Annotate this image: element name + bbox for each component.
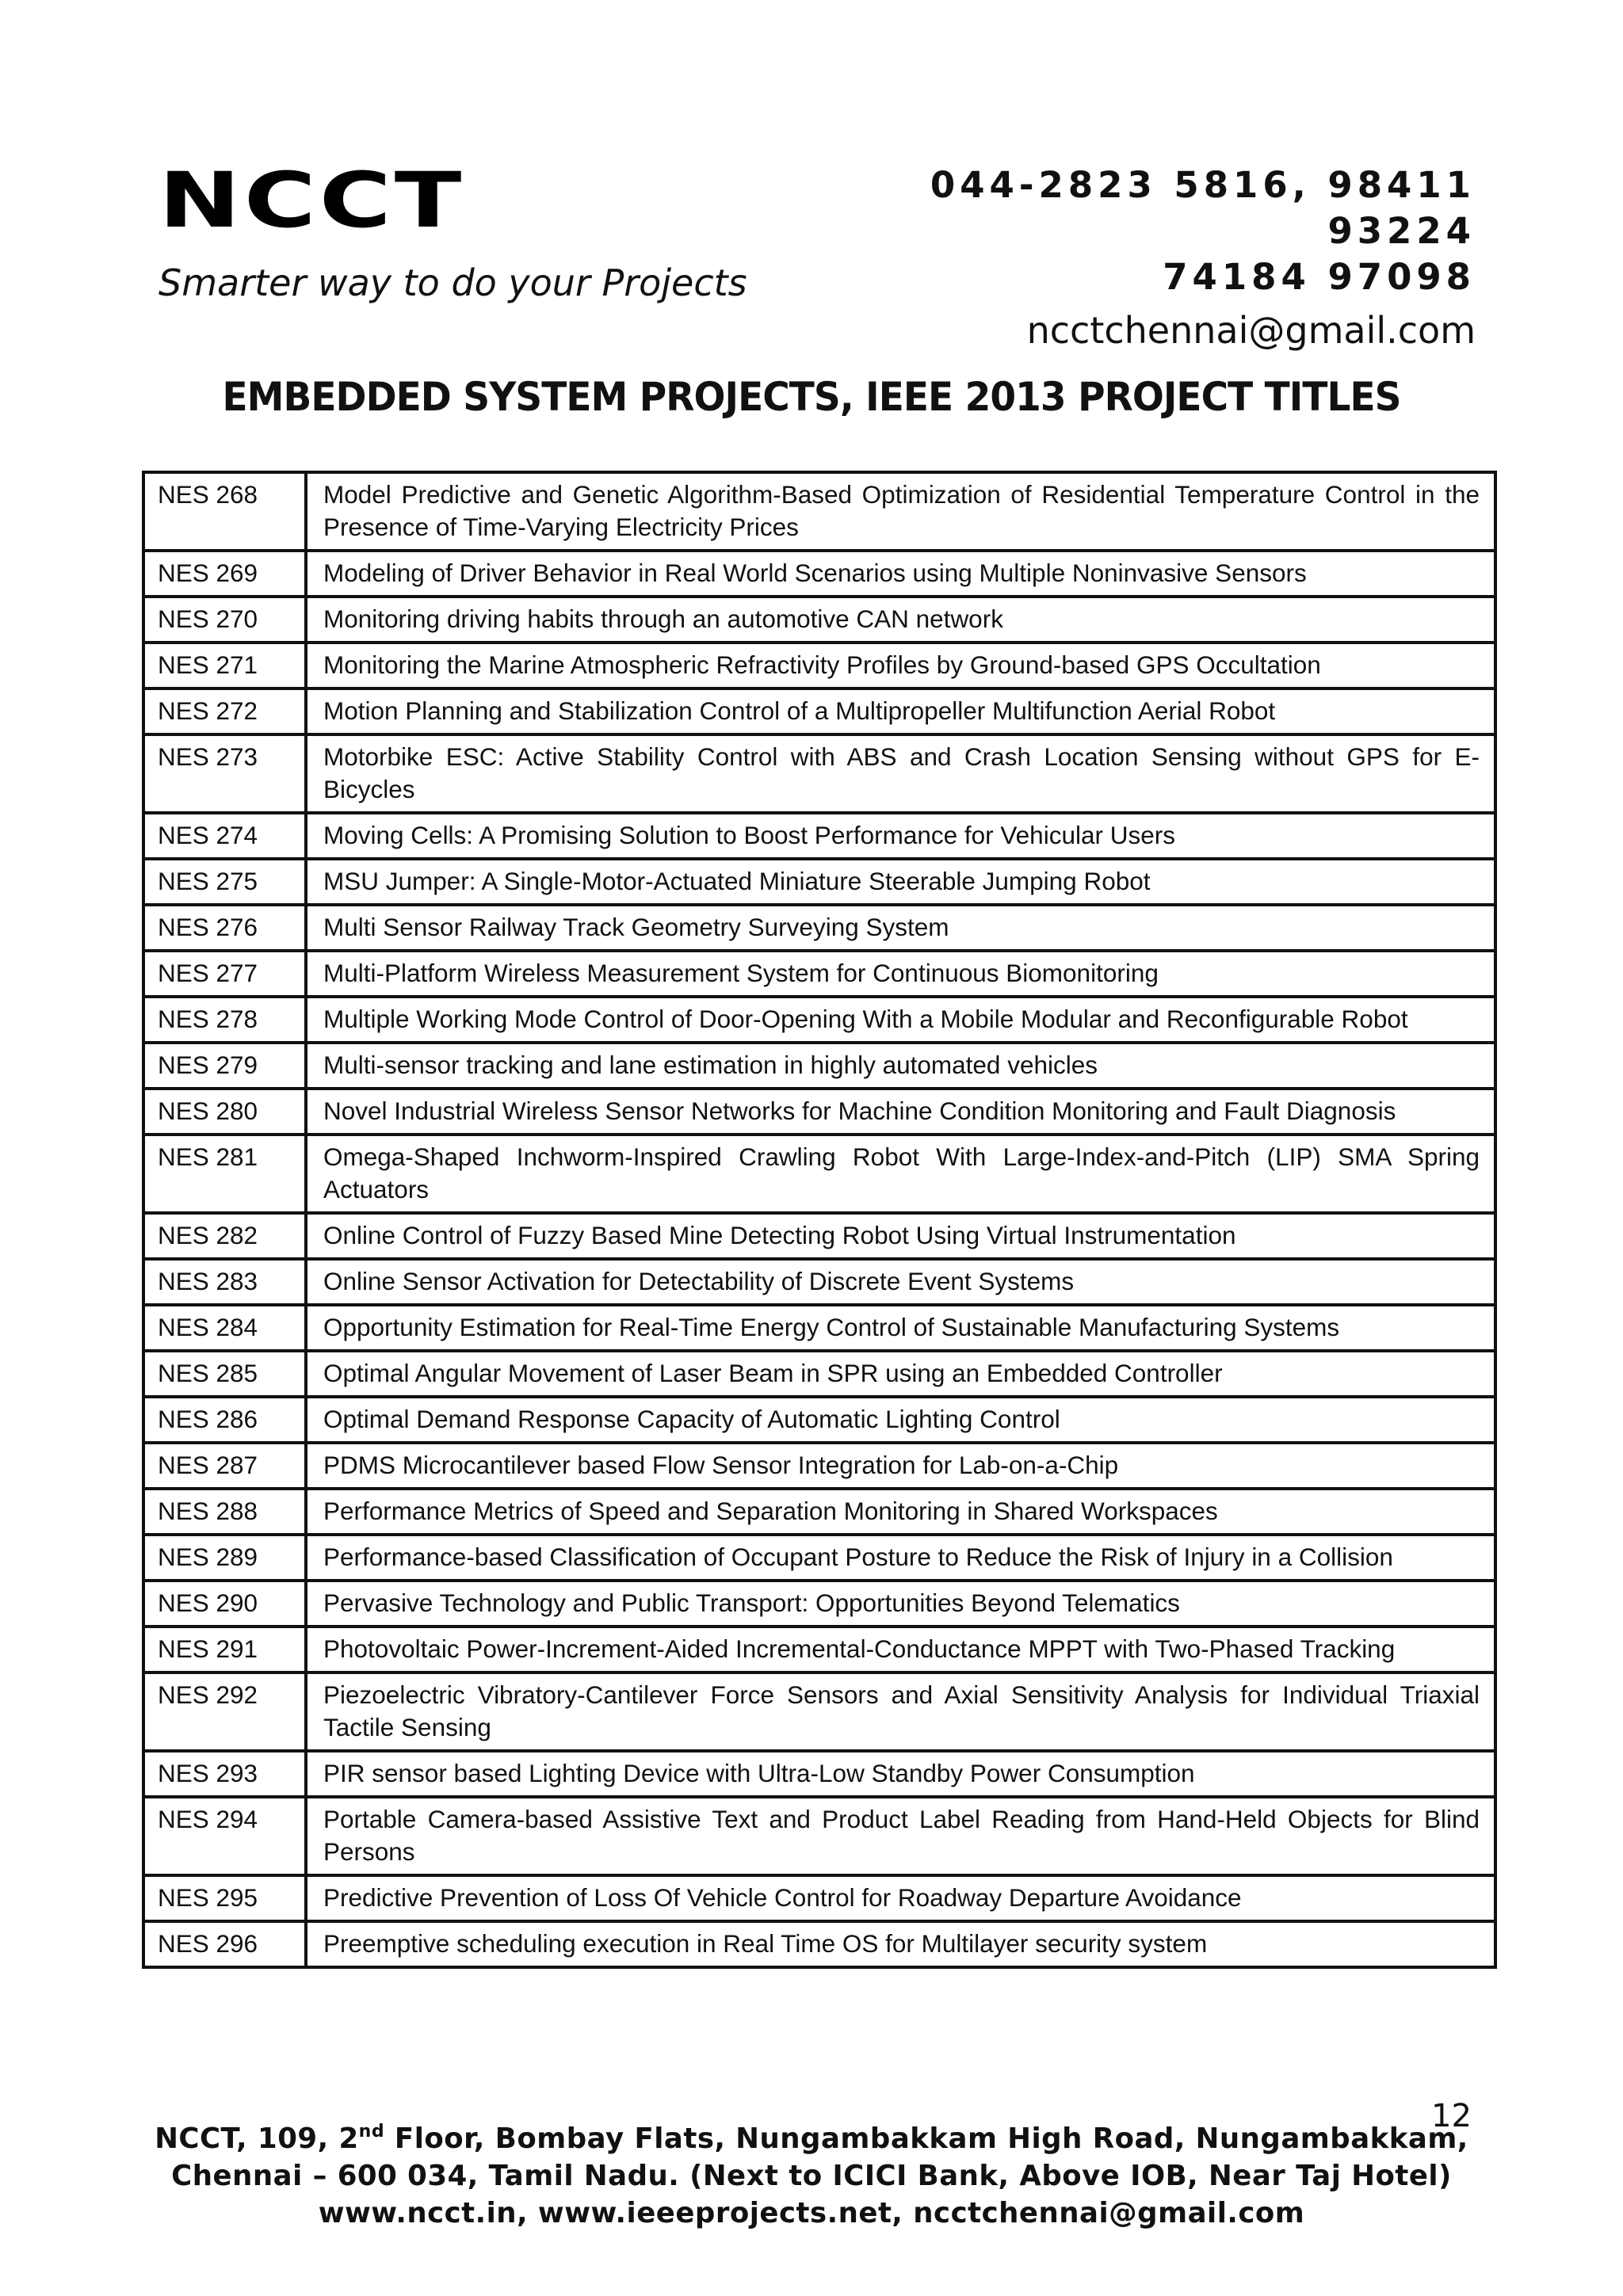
project-code: NES 287	[143, 1443, 306, 1489]
project-title: Online Control of Fuzzy Based Mine Detecting Robot Using Virtual Instrumentation	[306, 1213, 1495, 1259]
project-title: PDMS Microcantilever based Flow Sensor Integration for Lab-on-a-Chip	[306, 1443, 1495, 1489]
projects-table-wrapper	[142, 471, 1497, 1969]
project-title: Pervasive Technology and Public Transport: Opportunities Beyond Telematics	[306, 1581, 1495, 1627]
project-code: NES 286	[143, 1397, 306, 1443]
projects-table-body	[143, 472, 1495, 1967]
page-title: EMBEDDED SYSTEM PROJECTS, IEEE 2013 PROJECT TITLES	[222, 374, 1401, 420]
project-title: Multi Sensor Railway Track Geometry Surveying System	[306, 905, 1495, 951]
footer-address	[0, 2120, 1623, 2232]
phone-line-2: 93224	[1327, 210, 1476, 252]
phone-line-1: 044-2823 5816, 98411	[930, 164, 1476, 206]
table-row	[143, 472, 1495, 551]
project-code: NES 280	[143, 1089, 306, 1135]
project-code: NES 295	[143, 1875, 306, 1921]
table-row	[143, 1751, 1495, 1797]
project-title: Omega-Shaped Inchworm-Inspired Crawling Robot With Large-Index-and-Pitch (LIP) SMA Spring Actuators	[306, 1135, 1495, 1213]
table-row	[143, 813, 1495, 859]
footer-line-1-start: NCCT, 109, 2	[155, 2122, 359, 2155]
project-code: NES 296	[143, 1921, 306, 1967]
table-row	[143, 597, 1495, 643]
table-row	[143, 1921, 1495, 1967]
project-code: NES 271	[143, 643, 306, 688]
phone-line-3: 74184 97098	[1163, 256, 1476, 298]
table-row	[143, 1535, 1495, 1581]
table-row	[143, 1489, 1495, 1535]
project-title: Photovoltaic Power-Increment-Aided Incremental-Conductance MPPT with Two-Phased Tracking	[306, 1627, 1495, 1672]
table-row	[143, 1672, 1495, 1751]
project-code: NES 288	[143, 1489, 306, 1535]
table-row	[143, 1305, 1495, 1351]
project-code: NES 272	[143, 688, 306, 734]
table-row	[143, 688, 1495, 734]
project-title: MSU Jumper: A Single-Motor-Actuated Miniature Steerable Jumping Robot	[306, 859, 1495, 905]
project-title: Novel Industrial Wireless Sensor Networks for Machine Condition Monitoring and Fault Diagnosis	[306, 1089, 1495, 1135]
table-row	[143, 643, 1495, 688]
footer-line-3: www.ncct.in, www.ieeeprojects.net, ncctchennai@gmail.com	[318, 2197, 1305, 2229]
footer-line-1	[0, 2120, 1623, 2157]
project-title: Multiple Working Mode Control of Door-Opening With a Mobile Modular and Reconfigurable Robot	[306, 997, 1495, 1043]
table-row	[143, 1135, 1495, 1213]
project-code: NES 270	[143, 597, 306, 643]
table-row	[143, 1875, 1495, 1921]
footer-line-1-sup: nd	[358, 2122, 385, 2142]
project-code: NES 293	[143, 1751, 306, 1797]
project-title: Performance-based Classification of Occupant Posture to Reduce the Risk of Injury in a Collision	[306, 1535, 1495, 1581]
project-title: Model Predictive and Genetic Algorithm-Based Optimization of Residential Temperature Control in the Presence of Time-Varying Electricity Prices	[306, 472, 1495, 551]
table-row	[143, 1089, 1495, 1135]
project-title: Moving Cells: A Promising Solution to Boost Performance for Vehicular Users	[306, 813, 1495, 859]
table-row	[143, 1259, 1495, 1305]
project-code: NES 269	[143, 551, 306, 597]
table-row	[143, 551, 1495, 597]
project-code: NES 275	[143, 859, 306, 905]
table-row	[143, 1581, 1495, 1627]
table-row	[143, 997, 1495, 1043]
table-row	[143, 1351, 1495, 1397]
project-code: NES 278	[143, 997, 306, 1043]
project-title: Monitoring the Marine Atmospheric Refractivity Profiles by Ground-based GPS Occultation	[306, 643, 1495, 688]
project-code: NES 291	[143, 1627, 306, 1672]
contact-email: ncctchennai@gmail.com	[1026, 309, 1476, 352]
table-row	[143, 734, 1495, 813]
project-title: Portable Camera-based Assistive Text and Product Label Reading from Hand-Held Objects for Blind Persons	[306, 1797, 1495, 1875]
table-row	[143, 905, 1495, 951]
project-code: NES 273	[143, 734, 306, 813]
table-row	[143, 1043, 1495, 1089]
project-code: NES 268	[143, 472, 306, 551]
table-row	[143, 1397, 1495, 1443]
project-title: PIR sensor based Lighting Device with Ultra-Low Standby Power Consumption	[306, 1751, 1495, 1797]
table-row	[143, 1213, 1495, 1259]
project-code: NES 290	[143, 1581, 306, 1627]
project-code: NES 279	[143, 1043, 306, 1089]
table-row	[143, 1443, 1495, 1489]
project-title: Modeling of Driver Behavior in Real World Scenarios using Multiple Noninvasive Sensors	[306, 551, 1495, 597]
project-code: NES 276	[143, 905, 306, 951]
ncct-logo: NCCT	[158, 156, 465, 246]
project-title: Opportunity Estimation for Real-Time Energy Control of Sustainable Manufacturing Systems	[306, 1305, 1495, 1351]
project-title: Multi-Platform Wireless Measurement System for Continuous Biomonitoring	[306, 951, 1495, 997]
page-number: 12	[1431, 2098, 1472, 2134]
project-code: NES 274	[143, 813, 306, 859]
project-code: NES 283	[143, 1259, 306, 1305]
table-row	[143, 859, 1495, 905]
table-row	[143, 1627, 1495, 1672]
project-code: NES 281	[143, 1135, 306, 1213]
tagline: Smarter way to do your Projects	[158, 261, 747, 304]
project-title: Predictive Prevention of Loss Of Vehicle Control for Roadway Departure Avoidance	[306, 1875, 1495, 1921]
project-title: Motorbike ESC: Active Stability Control with ABS and Crash Location Sensing without GPS for E-Bicycles	[306, 734, 1495, 813]
project-title: Online Sensor Activation for Detectability of Discrete Event Systems	[306, 1259, 1495, 1305]
project-code: NES 282	[143, 1213, 306, 1259]
project-title: Multi-sensor tracking and lane estimation in highly automated vehicles	[306, 1043, 1495, 1089]
project-code: NES 294	[143, 1797, 306, 1875]
contact-block	[930, 162, 1476, 354]
project-title: Optimal Demand Response Capacity of Automatic Lighting Control	[306, 1397, 1495, 1443]
project-code: NES 277	[143, 951, 306, 997]
project-code: NES 285	[143, 1351, 306, 1397]
table-row	[143, 951, 1495, 997]
project-title: Piezoelectric Vibratory-Cantilever Force Sensors and Axial Sensitivity Analysis for Individual Triaxial Tactile Sensing	[306, 1672, 1495, 1751]
project-title: Monitoring driving habits through an automotive CAN network	[306, 597, 1495, 643]
project-title: Motion Planning and Stabilization Control of a Multipropeller Multifunction Aerial Robot	[306, 688, 1495, 734]
footer-line-2: Chennai – 600 034, Tamil Nadu. (Next to ICICI Bank, Above IOB, Near Taj Hotel)	[171, 2160, 1452, 2192]
project-title: Preemptive scheduling execution in Real Time OS for Multilayer security system	[306, 1921, 1495, 1967]
footer-line-1-end: Floor, Bombay Flats, Nungambakkam High Road, Nungambakkam,	[384, 2122, 1468, 2155]
project-code: NES 292	[143, 1672, 306, 1751]
table-row	[143, 1797, 1495, 1875]
project-title: Performance Metrics of Speed and Separation Monitoring in Shared Workspaces	[306, 1489, 1495, 1535]
project-code: NES 284	[143, 1305, 306, 1351]
project-title: Optimal Angular Movement of Laser Beam in SPR using an Embedded Controller	[306, 1351, 1495, 1397]
project-code: NES 289	[143, 1535, 306, 1581]
projects-table	[142, 471, 1497, 1969]
